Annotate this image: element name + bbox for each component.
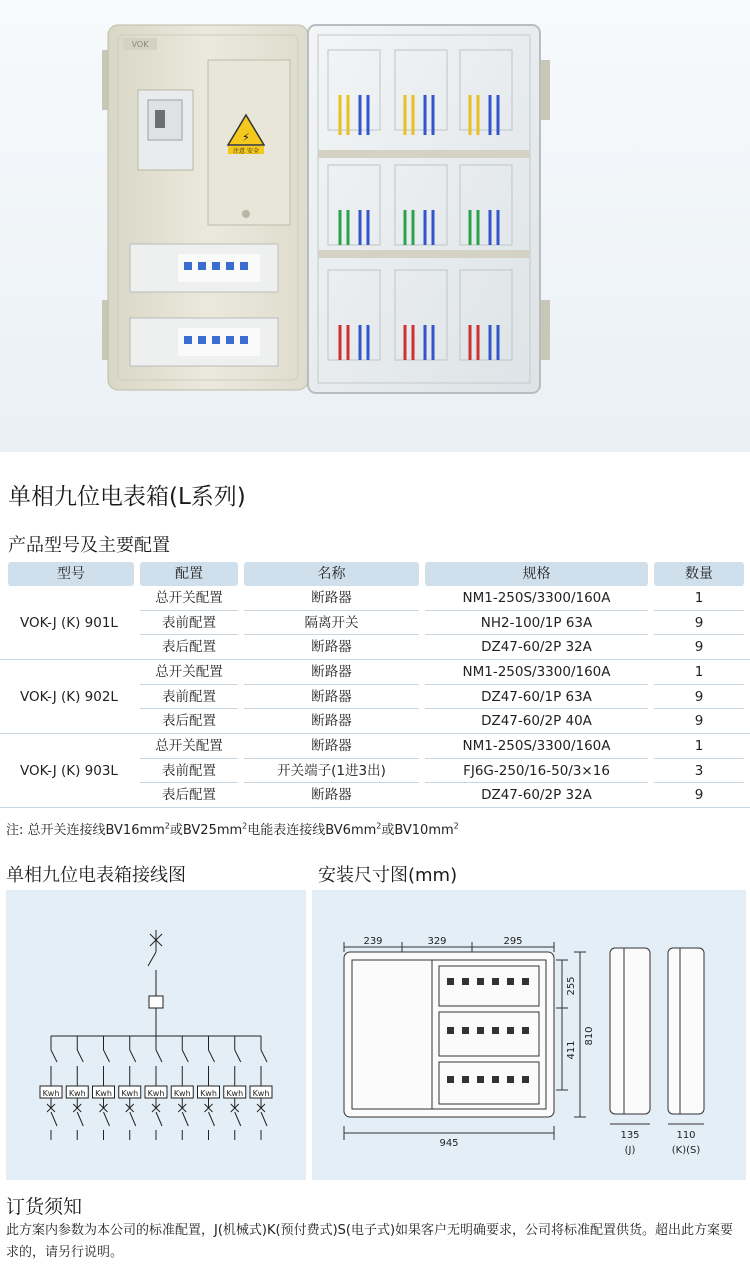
dimension-diagram-title: 安装尺寸图(mm) [318,865,458,886]
header-name: 名称 [244,562,419,586]
qty-cell: 1 [654,586,744,611]
name-cell: 断路器 [311,639,352,656]
spec-cell: DZ47-60/2P 32A [481,639,592,656]
name-cell: 断路器 [244,660,419,685]
branch-circuit [145,1036,167,1140]
dim-bottom-945: 945 [439,1138,459,1149]
model-cell: VOK-J (K) 902L [20,689,118,705]
header-qty: 数量 [654,562,744,586]
name-cell: 隔离开关 [244,611,419,636]
spec-cell: DZ47-60/1P 63A [425,685,648,710]
spec-cell: FJ6G-250/16-50/3×16 [425,759,648,784]
branch-circuit [40,1036,62,1140]
wiring-note: 注: 总开关连接线$BV16mm^2$或$BV25mm^2$电能表连接线$BV6mm^2$或$BV10mm^2$ [6,821,459,838]
wiring-diagram-panel [6,890,306,1180]
dim-right-255: 255 [566,976,577,996]
table-row [140,660,750,685]
config-cell: 表后配置 [162,787,216,804]
spec-cell: NM1-250S/3300/160A [425,734,648,759]
config-cell: 总开关配置 [140,660,238,685]
meter-label: Kwh [147,1089,165,1098]
qty-cell: 9 [654,685,744,710]
meter-label: Kwh [95,1089,112,1098]
name-cell: 开关端子(1进3出) [244,759,419,784]
name-cell: 断路器 [311,713,352,730]
table-row [140,586,750,611]
table-row [140,783,750,808]
table-group [0,660,750,734]
config-cell: 表前配置 [140,759,238,784]
dim-right-411: 411 [566,1040,577,1060]
config-cell: 表前配置 [140,611,238,636]
meter-label: Kwh [121,1089,139,1098]
meter-label: Kwh [226,1089,244,1098]
branch-circuit [198,1036,220,1140]
dim-side-j-width: 135 [620,1130,640,1141]
config-table [0,562,750,808]
dimension-diagram-panel [312,890,746,1180]
spec-cell: DZ47-60/2P 40A [481,713,592,730]
branch-circuit [119,1036,141,1140]
section-title-config: 产品型号及主要配置 [8,535,170,556]
wiring-diagram-title: 单相九位电表箱接线图 [6,865,186,886]
qty-cell: 3 [654,759,744,784]
order-notice-text: 此方案内参数为本公司的标准配置，J(机械式)K(预付费式)S(电子式)如果客户无明确要求，公司将标准配置供货。超出此方案要求的，请另行说明。 [6,1223,734,1260]
order-notice-title: 订货须知 [6,1196,83,1218]
wiring-diagram [6,890,306,1180]
page-title: 单相九位电表箱(L系列) [8,484,246,510]
config-cell: 总开关配置 [140,586,238,611]
qty-cell: 9 [694,639,704,656]
qty-cell: 1 [654,734,744,759]
table-group [0,734,750,808]
product-photo [0,0,750,452]
svg-text:⚡: ⚡ [242,131,250,144]
dimension-diagram [312,890,746,1180]
config-cell: 表后配置 [162,639,216,656]
table-body [0,586,750,808]
table-row [140,709,750,734]
config-cell: 表前配置 [140,685,238,710]
name-cell: 断路器 [311,787,352,804]
meter-label: Kwh [200,1089,217,1098]
warning-label: 注意 安全 [233,148,259,155]
dim-top-239: 239 [363,936,383,947]
qty-cell: 9 [694,713,704,730]
table-row [140,611,750,636]
dim-side-j-label: (J) [624,1145,636,1156]
meter-label: Kwh [42,1089,60,1098]
qty-cell: 9 [694,787,704,804]
config-cell: 总开关配置 [140,734,238,759]
table-row [140,635,750,660]
spec-cell: NM1-250S/3300/160A [425,660,648,685]
header-config: 配置 [140,562,238,586]
table-group [0,586,750,660]
model-cell: VOK-J (K) 903L [20,763,118,779]
meter-label: Kwh [68,1089,86,1098]
branch-circuit [224,1036,246,1140]
header-model: 型号 [8,562,134,586]
table-row [140,734,750,759]
qty-cell: 9 [654,611,744,636]
dim-side-ks-label: (K)(S) [671,1145,701,1156]
meter-label: Kwh [252,1089,270,1098]
meter-label: Kwh [173,1089,191,1098]
name-cell: 断路器 [244,586,419,611]
branch-circuit [93,1036,115,1140]
table-header [0,562,750,586]
spec-cell: DZ47-60/2P 32A [481,787,592,804]
config-cell: 表后配置 [162,713,216,730]
label-tag: VOK [131,40,149,49]
qty-cell: 1 [654,660,744,685]
table-row [140,759,750,784]
meter-cabinet-illustration [0,0,750,452]
dim-right-810: 810 [584,1026,595,1046]
name-cell: 断路器 [244,734,419,759]
branch-circuit [66,1036,88,1140]
name-cell: 断路器 [244,685,419,710]
dim-top-295: 295 [503,936,523,947]
dim-top-329: 329 [427,936,447,947]
spec-cell: NH2-100/1P 63A [425,611,648,636]
branch-circuit [250,1036,272,1140]
spec-cell: NM1-250S/3300/160A [425,586,648,611]
dim-side-ks-width: 110 [676,1130,696,1141]
model-cell: VOK-J (K) 901L [20,615,118,631]
branch-circuit [171,1036,193,1140]
table-row [140,685,750,710]
header-spec: 规格 [425,562,648,586]
